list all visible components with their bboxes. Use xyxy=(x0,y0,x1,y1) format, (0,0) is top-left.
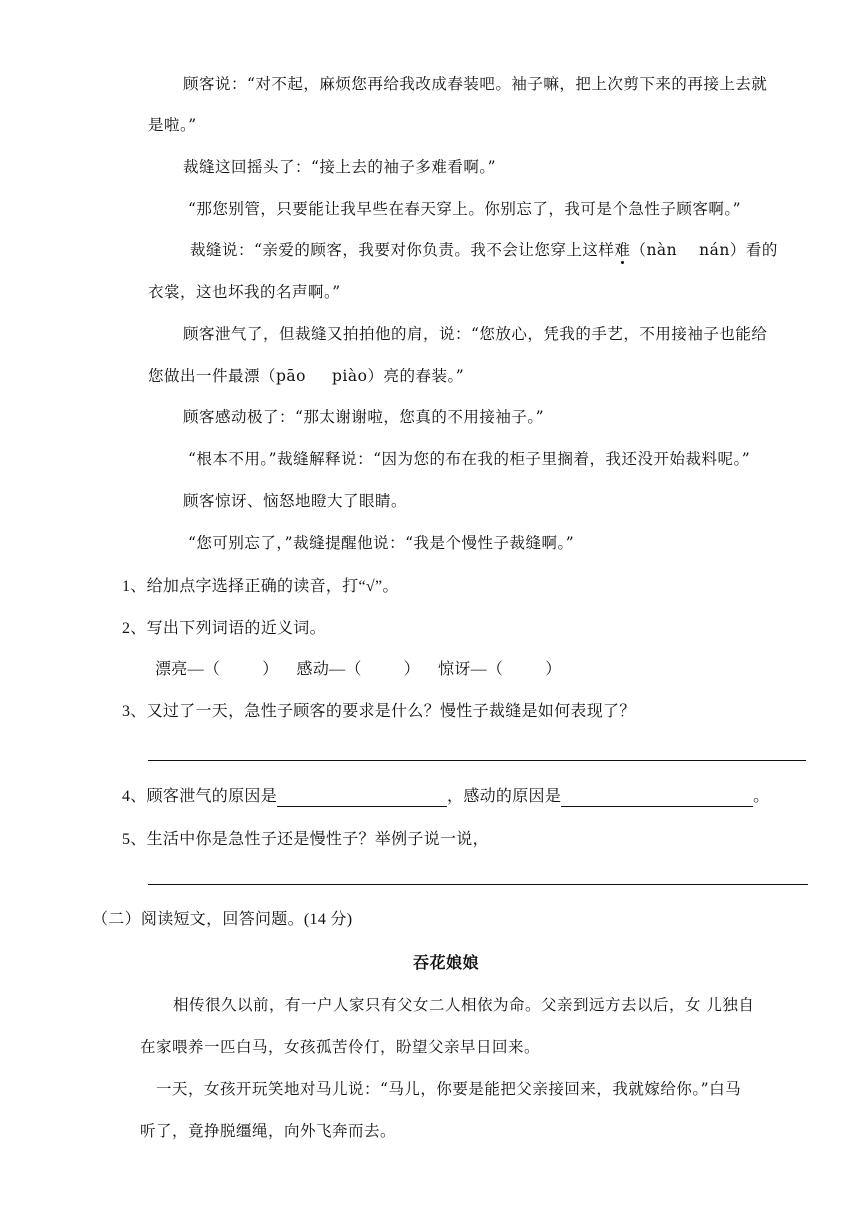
answer-blank-q4-1[interactable] xyxy=(277,788,447,807)
passage-paragraph-2: 一天，女孩开玩笑地对马儿说：“马儿，你要是能把父亲接回来，我就嫁给你。”白马 xyxy=(156,1080,742,1098)
question-3: 3、又过了一天，急性子顾客的要求是什么？慢性子裁缝是如何表现了？ xyxy=(122,703,636,720)
story-paragraph-3: “那您别管，只要能让我早些在春天穿上。你别忘了，我可是个急性子顾客啊。” xyxy=(188,200,742,218)
story-paragraph-5: 顾客泄气了，但裁缝又拍拍他的肩，说：“您放心，凭我的手艺，不用接袖子也能给 xyxy=(183,325,768,343)
passage-title: 吞花娘娘 xyxy=(413,953,480,972)
dotted-char-nan: 难 xyxy=(614,238,630,260)
story-paragraph-8: 顾客惊讶、恼怒地瞪大了眼睛。 xyxy=(183,492,408,510)
question-2: 2、写出下列词语的近义词。 xyxy=(122,620,326,637)
paragraph-4-text: 裁缝说：“亲爱的顾客，我要对你负责。我不会让您穿上这样 xyxy=(190,241,615,259)
question-1: 1、给加点字选择正确的读音，打“√”。 xyxy=(122,578,399,595)
section-2-header: （二）阅读短文，回答问题。(14 分) xyxy=(92,911,353,928)
story-paragraph-1: 顾客说：“对不起，麻烦您再给我改成春装吧。袖子嘛，把上次剪下来的再接上去就 xyxy=(183,75,768,93)
passage-paragraph-1: 相传很久以前，有一户人家只有父女二人相依为命。父亲到远方去以后，女 儿独自 xyxy=(173,996,755,1014)
question-4-text-b: ，感动的原因是 xyxy=(447,788,562,805)
story-paragraph-1-cont: 是啦。” xyxy=(148,116,197,134)
answer-blank-q4-2[interactable] xyxy=(561,788,753,807)
paragraph-5-pinyin-b: piào）亮的春装。” xyxy=(332,367,465,385)
question-2-words xyxy=(155,656,562,679)
story-paragraph-4-cont: 衣裳，这也坏我的名声啊。” xyxy=(148,283,341,301)
close-paren-2: ） xyxy=(403,661,421,678)
close-paren-1: ） xyxy=(262,661,279,678)
close-paren-3: ） xyxy=(545,661,562,678)
question-4 xyxy=(122,783,769,807)
story-paragraph-4 xyxy=(190,238,778,260)
question-5: 5、生活中你是急性子还是慢性子？举例子说一说， xyxy=(122,831,489,848)
word-gandong: 感动—（ xyxy=(296,661,362,678)
paragraph-5-pinyin-a: 您做出一件最漂（pāo xyxy=(148,367,306,385)
answer-line-q3[interactable] xyxy=(148,760,806,761)
story-paragraph-2: 裁缝这回摇头了：“接上去的袖子多难看啊。” xyxy=(183,158,497,176)
word-piaoliang: 漂亮—（ xyxy=(155,661,221,678)
story-paragraph-9: “您可别忘了，”裁缝提醒他说：“我是个慢性子裁缝啊。” xyxy=(188,534,575,552)
answer-line-q5[interactable] xyxy=(148,884,808,885)
pinyin-option-2: nán）看的 xyxy=(699,241,778,259)
pinyin-option-1: （nàn xyxy=(630,241,678,259)
question-4-text-c: 。 xyxy=(753,788,770,805)
word-jingya: 惊讶—（ xyxy=(438,661,504,678)
passage-paragraph-2-cont: 听了，竟挣脱缰绳，向外飞奔而去。 xyxy=(140,1122,397,1140)
story-paragraph-6: 顾客感动极了：“那太谢谢啦，您真的不用接袖子。” xyxy=(183,408,545,426)
passage-paragraph-1-cont: 在家喂养一匹白马，女孩孤苦伶仃，盼望父亲早日回来。 xyxy=(140,1038,541,1056)
story-paragraph-7: “根本不用。”裁缝解释说：“因为您的布在我的柜子里搁着，我还没开始裁料呢。” xyxy=(188,450,751,468)
story-paragraph-5-cont xyxy=(148,364,464,386)
question-4-text-a: 4、顾客泄气的原因是 xyxy=(122,788,278,805)
